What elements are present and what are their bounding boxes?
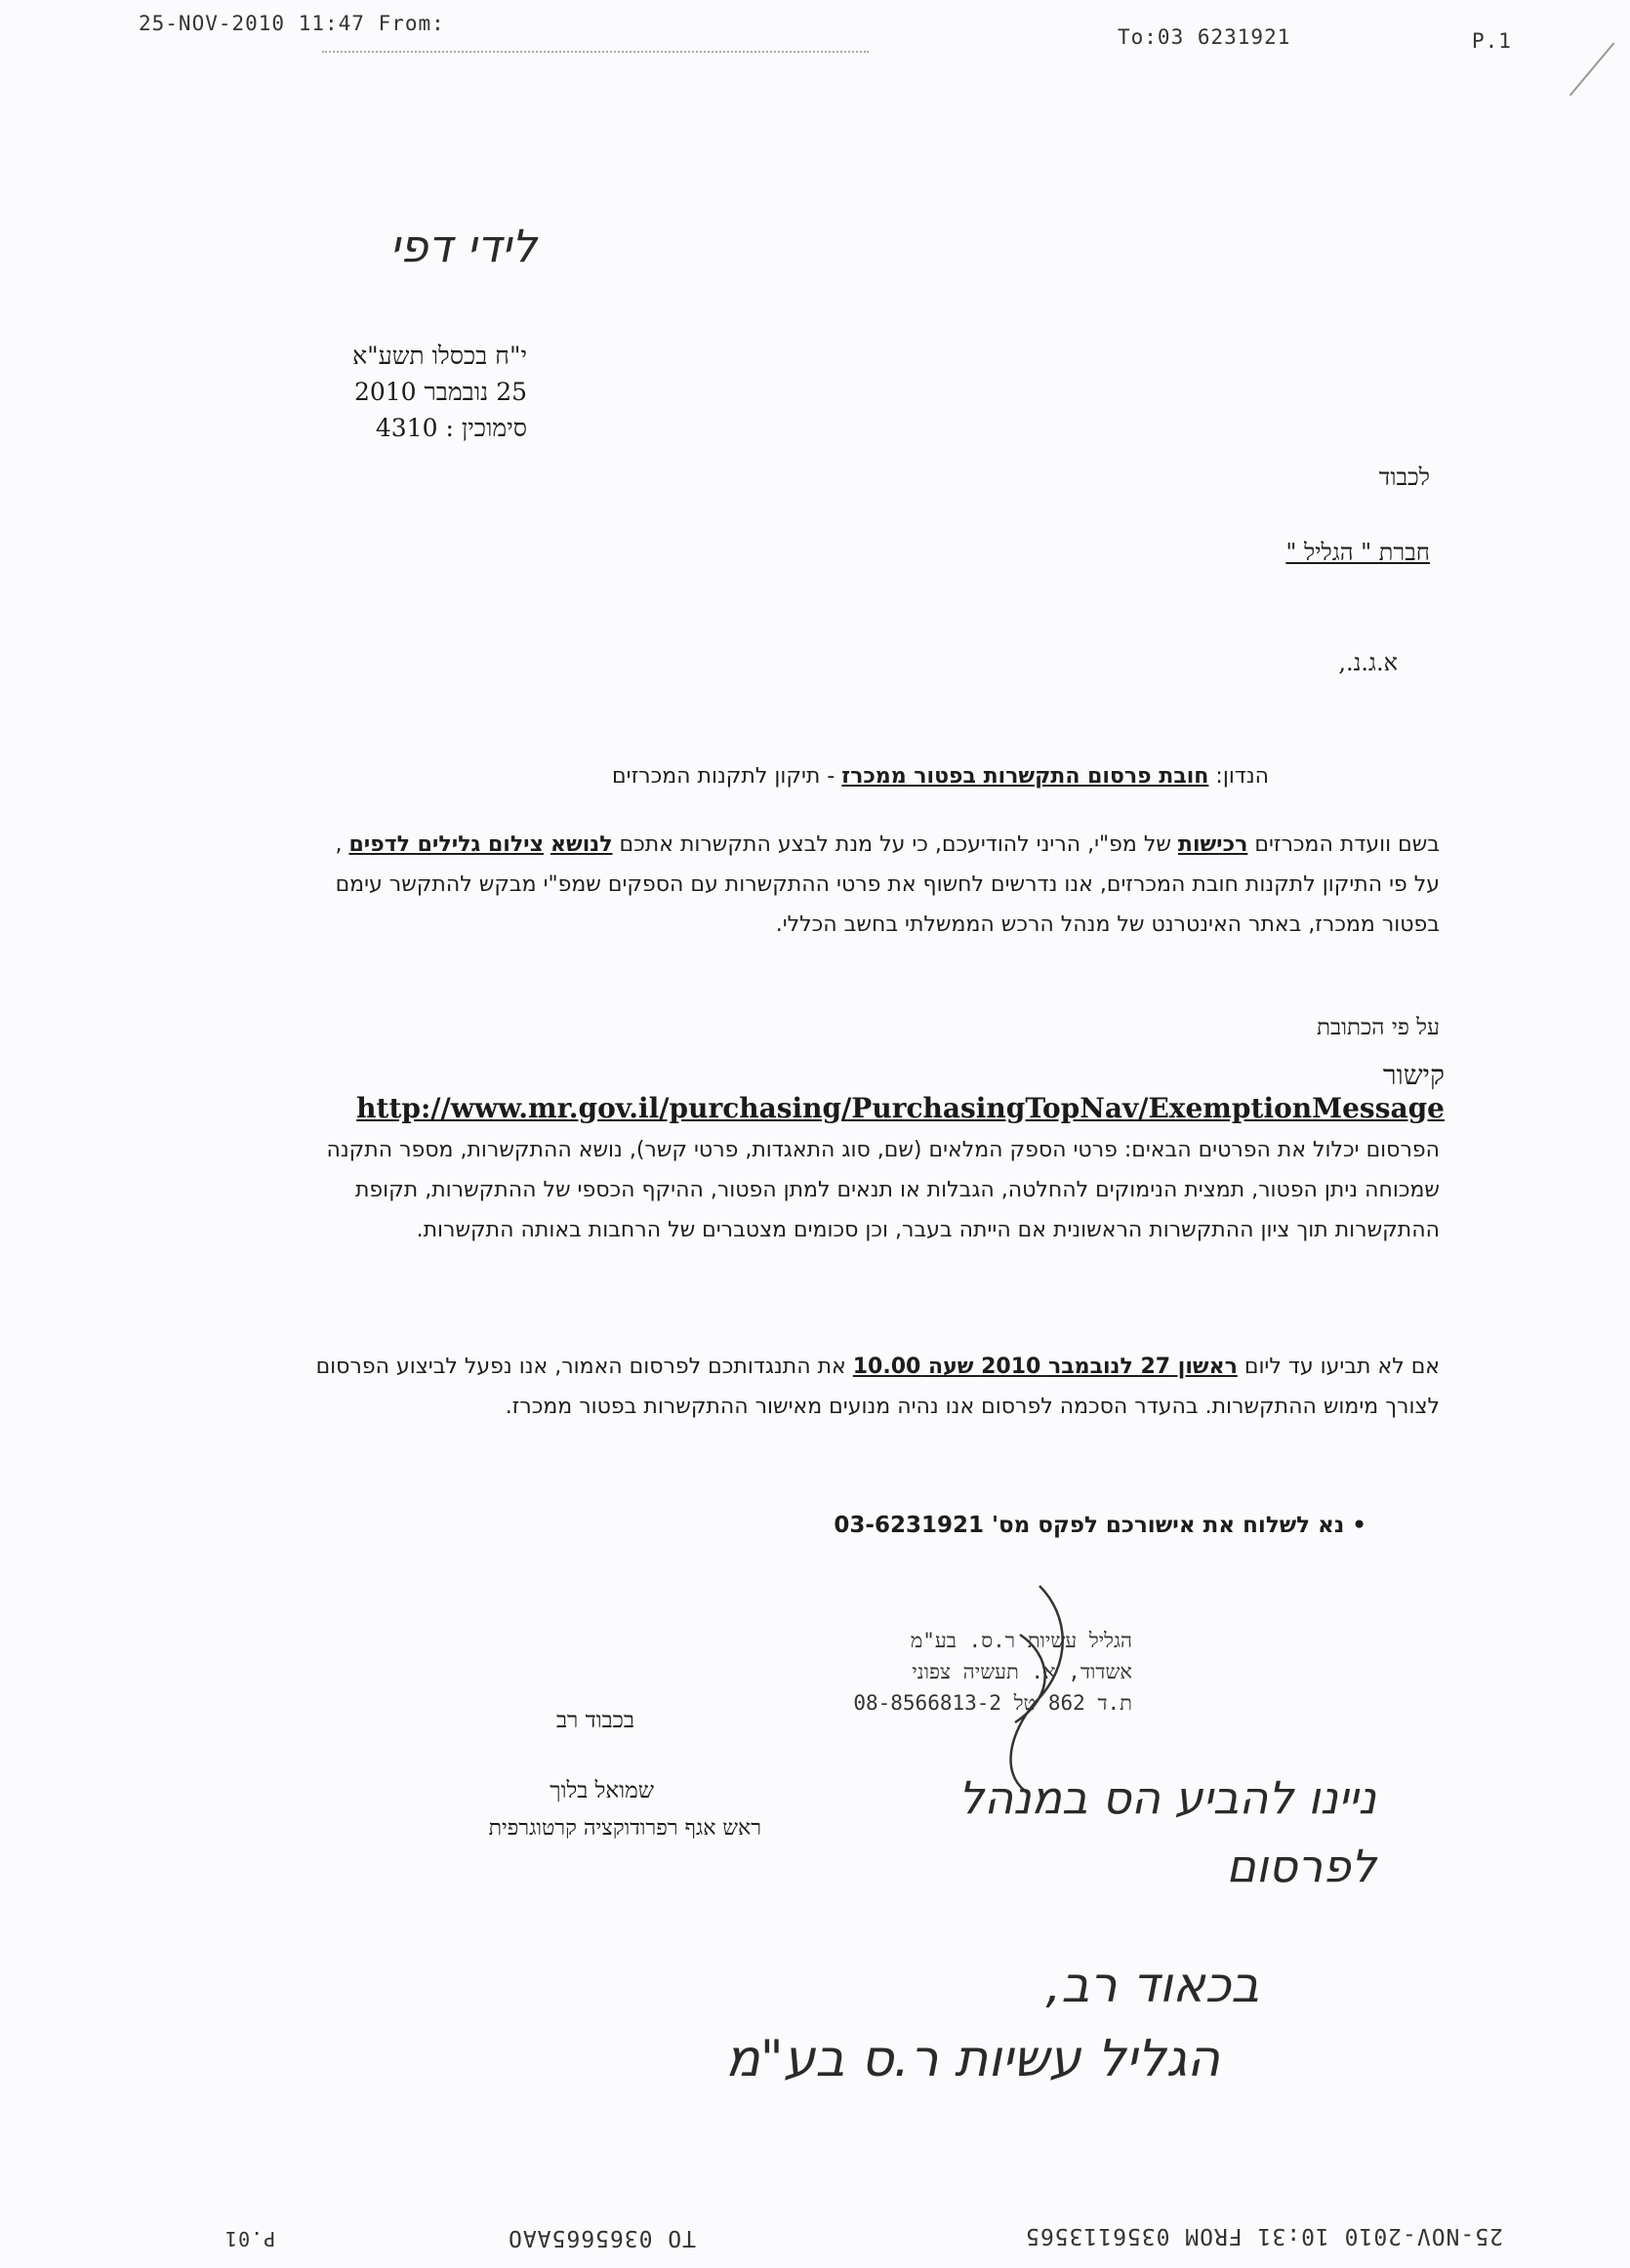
- recipient-to-label: לכבוד: [1378, 464, 1430, 491]
- exemption-link[interactable]: http://www.mr.gov.il/purchasing/PurchasingTopNav/ExemptionMessage: [356, 1092, 1445, 1124]
- paragraph-publication-details: הפרסום יכלול את הפרטים הבאים: פרטי הספק המלאים (שם, סוג התאגדות, פרטי קשר), נושא ההתקשרות, מספר התקנה שמכוחה ניתן הפטור, תמצית הנימוקים להחלטה, הגבלות או תנאים למתן הפטור, ההיקף הכספי של ההתקשרות, תקופת ההתקשרות תוך ציון ההתקשרות הראשונית אם הייתה בעבר, וכן סכומים מצטברים של הרחבות באותה התקשרות.: [326, 1138, 1440, 1242]
- reference-line: [322, 414, 527, 443]
- handwritten-note-1: ניינו להביע הס במנהל: [958, 1771, 1376, 1824]
- staple-mark: [1569, 43, 1615, 97]
- address-label: על פי הכתובת: [1317, 1015, 1440, 1040]
- signer-title: ראש אגף רפרודוקציה קרטוגרפית: [488, 1816, 761, 1841]
- subject-line: [410, 756, 1269, 796]
- signer-name: שמואל בלוך: [550, 1778, 654, 1803]
- fax-footer-datetime: 25-NOV-2010 10:31 FROM 0356113565: [1025, 2223, 1503, 2248]
- stamp-line-3: ת.ד 862 טל 08-8566813-2: [853, 1691, 1132, 1715]
- para1-part3: של מפ"י, הריני להודיעכם, כי על מנת לבצע התקשרות אתכם: [619, 832, 1171, 857]
- gregorian-date: 25 נובמבר 2010: [353, 378, 527, 406]
- subject-text: חובת פרסום התקשרות בפטור ממכרז: [841, 764, 1209, 789]
- stamp-line-1: הגליל עשיות ר.ס. בע"מ: [910, 1629, 1132, 1652]
- link-line: [356, 1059, 1445, 1124]
- bullet-text: נא לשלוח את אישורכם לפקס מס' 03-6231921: [834, 1513, 1345, 1538]
- fax-header-to: To:03 6231921: [1118, 25, 1291, 49]
- para1-part1: בשם וועדת המכרזים: [1254, 832, 1440, 857]
- stamp-signature-scribble: [981, 1576, 1088, 1801]
- para1-topic-label: לנושא: [550, 832, 613, 857]
- para3-deadline: ראשון 27 לנובמבר 2010 שעה 10.00: [852, 1355, 1238, 1379]
- subject-suffix: - תיקון לתקנות המכרזים: [612, 764, 835, 789]
- bullet-icon: •: [1352, 1513, 1366, 1538]
- handwritten-attention: לידי דפי: [389, 220, 537, 272]
- subject-label: הנדון:: [1215, 764, 1269, 789]
- para3-part1: אם לא תביעו עד ליום: [1243, 1355, 1440, 1379]
- para1-part6: , על פי התיקון לתקנות חובת המכרזים, אנו נדרשים לחשוף את פרטי ההתקשרות עם הספקים שמפ"י מבקש להתקשר עימם בפטור ממכרז, באתר האינטרנט של מנהל הרכש הממשלתי בחשב הכללי.: [335, 832, 1440, 937]
- fax-header-datetime: 25-NOV-2010 11:47 From:: [139, 12, 445, 35]
- para3-part3: את התנגדותכם לפרסום האמור, אנו נפעל לביצוע הפרסום לצורך מימוש ההתקשרות. בהעדר הסכמה לפרסום אנו נהיה מנועים מאישור ההתקשרות בפטור ממכרז.: [315, 1355, 1440, 1419]
- reference-label: סימוכין :: [445, 414, 527, 442]
- handwritten-note-2: לפרסום: [1226, 1840, 1376, 1892]
- fax-footer-page: P.01: [224, 2227, 276, 2250]
- closing-regards: בכבוד רב: [555, 1708, 634, 1733]
- link-label: קישור: [1382, 1059, 1445, 1091]
- handwritten-note-3: בכאוד רב,: [1045, 1957, 1259, 2013]
- fax-header-noise-rule: [322, 51, 869, 53]
- stamp-line-2: אשדוד, א. תעשיה צפוני: [912, 1660, 1132, 1683]
- hebrew-date: י"ח בכסלו תשע"א: [352, 342, 527, 370]
- para1-topic: צילום גלילים לדפים: [348, 832, 545, 857]
- fax-header-page: P.1: [1472, 29, 1512, 53]
- recipient-company: חברת " הגליל ": [1285, 539, 1430, 566]
- reference-value: 4310: [375, 414, 438, 442]
- para1-committee: רכישות: [1177, 832, 1248, 857]
- paragraph-objection-deadline: [312, 1347, 1440, 1427]
- handwritten-note-4: הגליל עשיות ר.ס בע"מ: [725, 2030, 1220, 2088]
- paragraph-intro: [312, 825, 1440, 945]
- fax-request-bullet: [800, 1506, 1366, 1546]
- greeting: א.ג.נ.,: [1338, 649, 1398, 676]
- fax-footer-to: TO 0365665AAO: [508, 2225, 697, 2250]
